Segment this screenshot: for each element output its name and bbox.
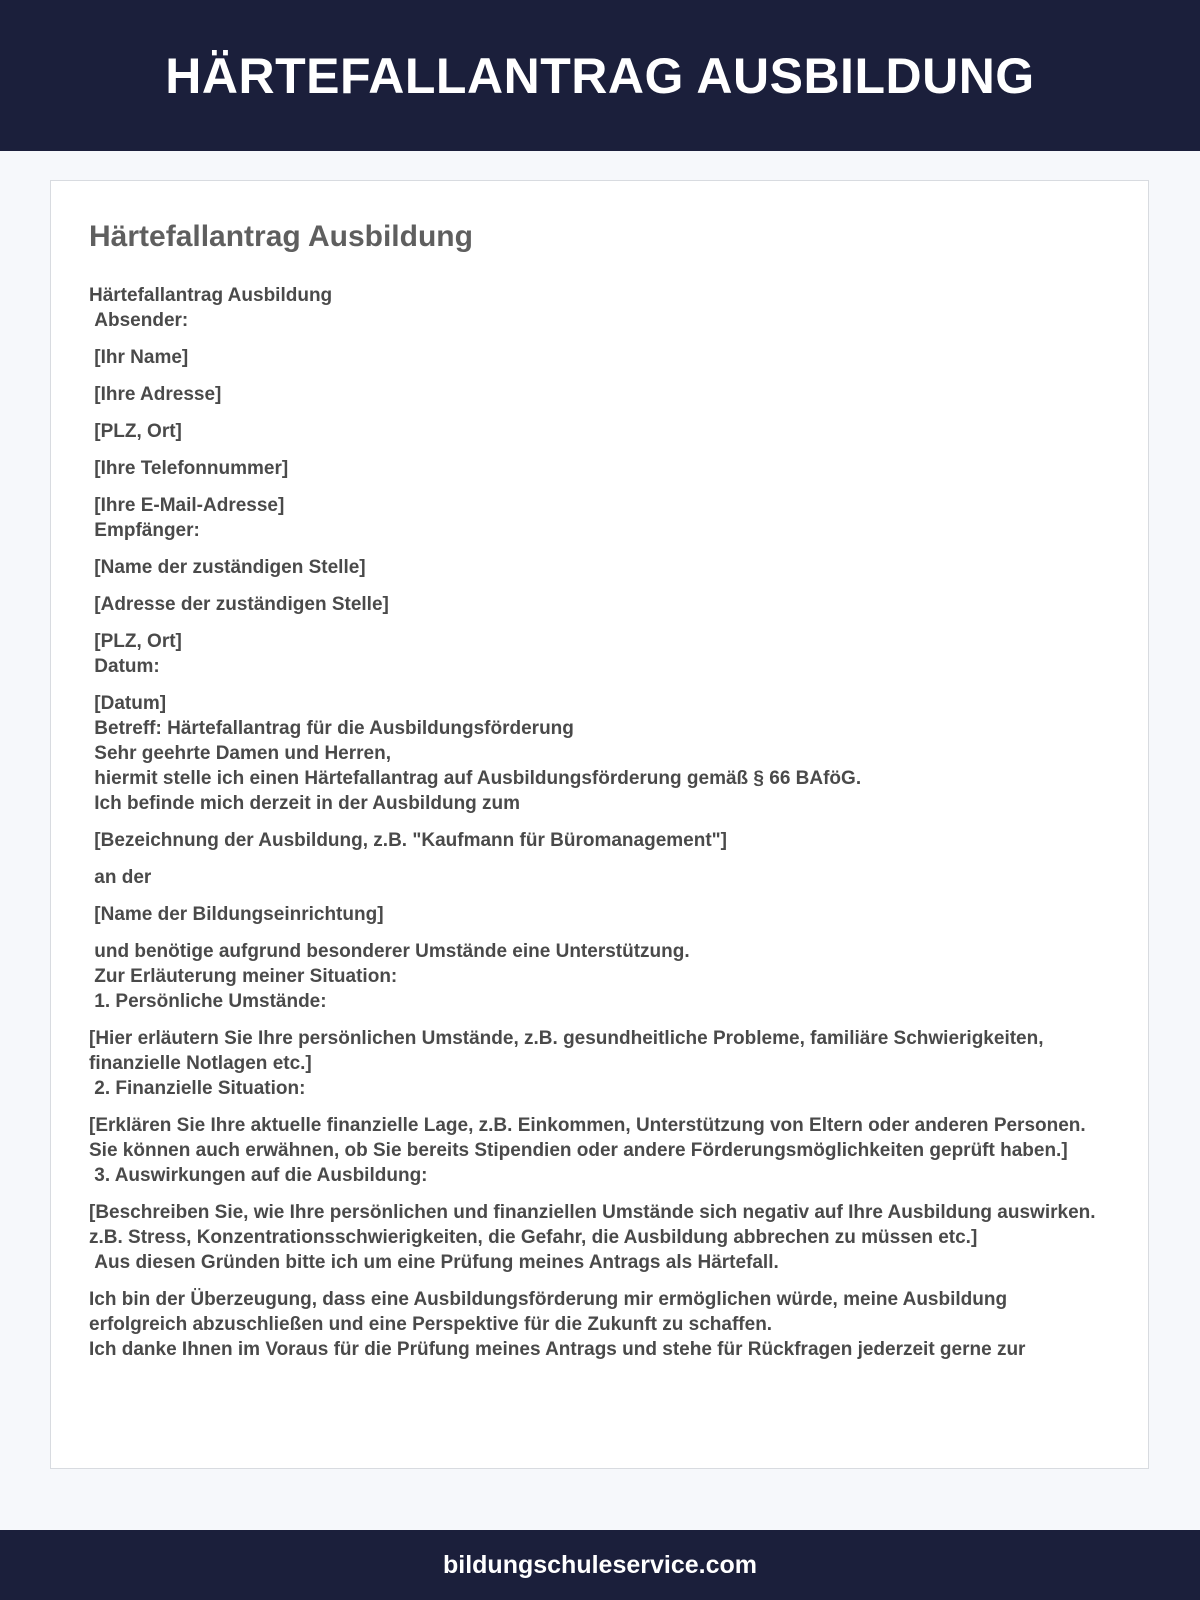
- doc-line-recipient-zip-city: [PLZ, Ort]: [89, 631, 182, 652]
- doc-line-address: [Ihre Adresse]: [89, 384, 222, 405]
- doc-line-at: an der: [89, 867, 152, 888]
- doc-line-section-2: 2. Finanzielle Situation:: [89, 1078, 306, 1099]
- doc-line-recipient-name: [Name der zuständigen Stelle]: [89, 557, 366, 578]
- doc-line-title: Härtefallantrag Ausbildung: [89, 285, 333, 306]
- doc-paragraph-personal: [Hier erläutern Sie Ihre persönlichen Umstände, z.B. gesundheitliche Probleme, familiäre Schwierigkeiten, finanzielle Notlagen etc.]: [89, 1028, 1044, 1074]
- page-footer-banner: [0, 1530, 1200, 1600]
- doc-line-name: [Ihr Name]: [89, 347, 189, 368]
- doc-line-recipient-label: Empfänger:: [89, 520, 200, 541]
- doc-paragraph-financial: [Erklären Sie Ihre aktuelle finanzielle Lage, z.B. Einkommen, Unterstützung von Eltern oder anderen Personen. Sie können auch erwähnen, ob Sie bereits Stipendien oder andere Förderungsmöglichkeiten geprüft haben.]: [89, 1115, 1086, 1161]
- doc-line-date-label: Datum:: [89, 656, 160, 677]
- doc-line-institution: [Name der Bildungseinrichtung]: [89, 904, 384, 925]
- doc-line-subject: Betreff: Härtefallantrag für die Ausbildungsförderung: [89, 718, 574, 739]
- doc-line-date: [Datum]: [89, 693, 167, 714]
- doc-line-phone: [Ihre Telefonnummer]: [89, 458, 289, 479]
- document-card: [50, 180, 1149, 1469]
- doc-line-training-intro: Ich befinde mich derzeit in der Ausbildung zum: [89, 793, 521, 814]
- doc-line-salutation: Sehr geehrte Damen und Herren,: [89, 743, 391, 764]
- doc-line-training-name: [Bezeichnung der Ausbildung, z.B. "Kaufmann für Büromanagement"]: [89, 830, 728, 851]
- footer-site-name: bildungschuleservice.com: [443, 1550, 757, 1579]
- doc-paragraph-thanks: Ich danke Ihnen im Voraus für die Prüfung meines Antrags und stehe für Rückfragen jederzeit gerne zur: [89, 1339, 1026, 1360]
- doc-line-section-1: 1. Persönliche Umstände:: [89, 991, 327, 1012]
- document-body: [89, 283, 1110, 1362]
- doc-line-request: Aus diesen Gründen bitte ich um eine Prüfung meines Antrags als Härtefall.: [89, 1252, 779, 1273]
- doc-line-recipient-address: [Adresse der zuständigen Stelle]: [89, 594, 389, 615]
- doc-line-sender-label: Absender:: [89, 310, 189, 331]
- page-header-banner: [0, 0, 1200, 151]
- doc-line-email: [Ihre E-Mail-Adresse]: [89, 495, 285, 516]
- doc-line-need-support: und benötige aufgrund besonderer Umstände eine Unterstützung.: [89, 941, 690, 962]
- doc-line-zip-city: [PLZ, Ort]: [89, 421, 182, 442]
- document-heading: Härtefallantrag Ausbildung: [89, 220, 473, 253]
- doc-line-section-3: 3. Auswirkungen auf die Ausbildung:: [89, 1165, 428, 1186]
- page-title: HÄRTEFALLANTRAG AUSBILDUNG: [165, 47, 1035, 104]
- doc-paragraph-conviction: Ich bin der Überzeugung, dass eine Ausbildungsförderung mir ermöglichen würde, meine Ausbildung erfolgreich abzuschließen und eine Perspektive für die Zukunft zu schaffen.: [89, 1289, 1008, 1335]
- doc-paragraph-impact: [Beschreiben Sie, wie Ihre persönlichen und finanziellen Umstände sich negativ auf Ihre Ausbildung auswirken. z.B. Stress, Konzentrationsschwierigkeiten, die Gefahr, die Ausbildung abbrechen zu müssen etc.]: [89, 1202, 1096, 1248]
- doc-line-intro: hiermit stelle ich einen Härtefallantrag auf Ausbildungsförderung gemäß § 66 BAföG.: [89, 768, 862, 789]
- doc-line-explanation-intro: Zur Erläuterung meiner Situation:: [89, 966, 398, 987]
